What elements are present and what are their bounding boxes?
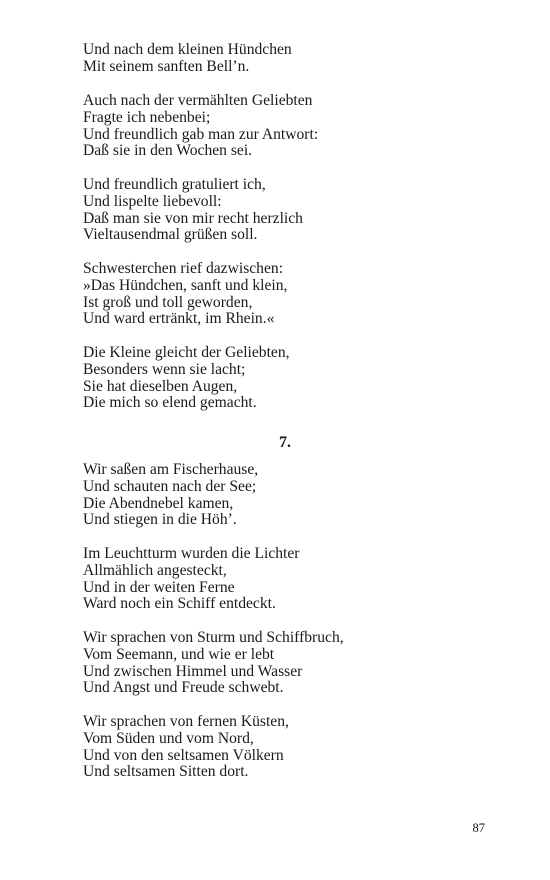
- stanza-gratuliert: [83, 177, 503, 244]
- verse-line: Vom Seemann, und wie er lebt: [83, 645, 275, 663]
- verse-line: Und lispelte liebevoll:: [83, 192, 222, 210]
- verse-line: Im Leuchtturm wurden die Lichter: [83, 545, 300, 562]
- verse-line: Allmählich angesteckt,: [83, 561, 227, 579]
- stanza-geliebten: [83, 93, 503, 160]
- verse-line: Besonders wenn sie lacht;: [83, 360, 246, 378]
- verse-line: Auch nach der vermählten Geliebten: [83, 92, 313, 109]
- verse-line: Daß man sie von mir recht herzlich: [83, 209, 303, 227]
- verse-line: Schwesterchen rief dazwischen:: [83, 260, 284, 277]
- verse-line: Und zwischen Himmel und Wasser: [83, 662, 303, 680]
- verse-line: Und von den seltsamen Völkern: [83, 746, 284, 764]
- stanza-leuchtturm: [83, 546, 503, 613]
- stanza-schwesterchen: [83, 261, 503, 328]
- verse-line: Wir sprachen von Sturm und Schiffbruch,: [83, 629, 344, 646]
- verse-line: Sie hat dieselben Augen,: [83, 377, 238, 395]
- verse-line: Und ward ertränkt, im Rhein.«: [83, 310, 275, 328]
- verse-line: Wir saßen am Fischerhause,: [83, 461, 259, 478]
- stanza-kuesten: [83, 714, 503, 781]
- stanza-schiffbruch: [83, 630, 503, 697]
- verse-line: Und freundlich gratuliert ich,: [83, 176, 266, 193]
- verse-line: Die mich so elend gemacht.: [83, 394, 257, 412]
- verse-line: Die Kleine gleicht der Geliebten,: [83, 344, 290, 361]
- verse-line: Mit seinem sanften Bell’n.: [83, 57, 250, 75]
- stanza-fischerhause: [83, 462, 503, 529]
- verse-line: Vieltausendmal grüßen soll.: [83, 226, 258, 244]
- page-number: 87: [472, 821, 485, 835]
- verse-line: Daß sie in den Wochen sei.: [83, 142, 253, 160]
- verse-line: Ist groß und toll geworden,: [83, 293, 253, 311]
- verse-line: Und freundlich gab man zur Antwort:: [83, 125, 319, 143]
- verse-line: Wir sprachen von fernen Küsten,: [83, 713, 289, 730]
- verse-line: Vom Süden und vom Nord,: [83, 729, 254, 747]
- verse-line: Und stiegen in die Höh’.: [83, 511, 237, 529]
- verse-line: Und schauten nach der See;: [83, 477, 257, 495]
- stanza-kleine: [83, 345, 503, 412]
- verse-line: Und nach dem kleinen Hündchen: [83, 41, 292, 58]
- verse-line: Und Angst und Freude schwebt.: [83, 679, 284, 697]
- verse-line: »Das Hündchen, sanft und klein,: [83, 276, 288, 294]
- verse-line: Und in der weiten Ferne: [83, 578, 235, 596]
- verse-line: Fragte ich nebenbei;: [83, 108, 211, 126]
- verse-line: Ward noch ein Schiff entdeckt.: [83, 595, 276, 613]
- verse-line: Die Abendnebel kamen,: [83, 494, 234, 512]
- verse-line: Und seltsamen Sitten dort.: [83, 763, 249, 781]
- section-number: 7.: [279, 434, 291, 451]
- stanza-hündchen: [83, 42, 503, 76]
